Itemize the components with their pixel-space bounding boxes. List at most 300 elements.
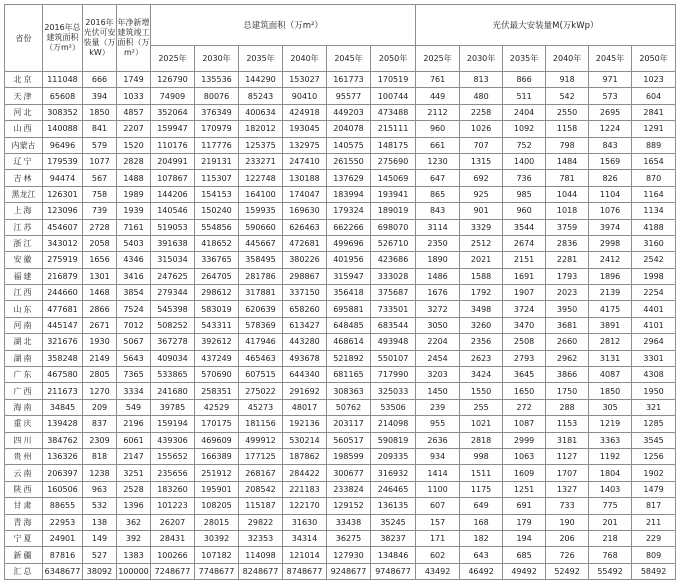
total-area-cell: 570690 [195, 367, 239, 383]
total-area-cell: 198599 [327, 448, 371, 464]
header-pv-year: 2045年 [589, 46, 632, 72]
pv-max-cell: 3759 [546, 219, 589, 235]
total-area-cell: 258351 [195, 383, 239, 399]
province-cell: 甘肃 [5, 498, 43, 514]
total-area-cell: 169630 [283, 203, 327, 219]
table-row [5, 301, 676, 317]
pv-max-cell: 511 [503, 88, 546, 104]
pv-max-cell: 2112 [416, 104, 460, 120]
pv-max-cell: 1691 [503, 268, 546, 284]
annual-new-area-cell: 2196 [117, 416, 151, 432]
pv-2016-cell: 38092 [83, 563, 117, 579]
total-area-cell: 233271 [239, 153, 283, 169]
total-area-cell: 33438 [327, 514, 371, 530]
header-area-year: 2035年 [239, 46, 283, 72]
total-area-cell: 35245 [371, 514, 416, 530]
area-2016-cell: 477681 [43, 301, 83, 317]
total-area-cell: 279344 [151, 285, 195, 301]
pv-max-cell: 1219 [589, 416, 632, 432]
total-area-cell: 251912 [195, 465, 239, 481]
area-2016-cell: 24901 [43, 530, 83, 546]
pv-max-cell: 201 [589, 514, 632, 530]
table-row [5, 547, 676, 563]
annual-new-area-cell: 392 [117, 530, 151, 546]
header-area-year: 2025年 [151, 46, 195, 72]
total-area-cell: 683544 [371, 317, 416, 333]
header-pv-year: 2035年 [503, 46, 546, 72]
pv-2016-cell: 666 [83, 72, 117, 88]
area-2016-cell: 384762 [43, 432, 83, 448]
annual-new-area-cell: 4346 [117, 252, 151, 268]
pv-max-cell: 1902 [632, 465, 676, 481]
total-area-cell: 449203 [327, 104, 371, 120]
annual-new-area-cell: 2147 [117, 448, 151, 464]
total-area-cell: 166389 [195, 448, 239, 464]
pv-max-cell: 2674 [503, 235, 546, 251]
total-area-cell: 181156 [239, 416, 283, 432]
total-area-cell: 195901 [195, 481, 239, 497]
total-area-cell: 170519 [371, 72, 416, 88]
pv-max-cell: 49492 [503, 563, 546, 579]
total-area-cell: 164100 [239, 186, 283, 202]
total-area-cell: 281786 [239, 268, 283, 284]
pv-max-cell: 602 [416, 547, 460, 563]
total-area-cell: 115307 [195, 170, 239, 186]
pv-2016-cell: 837 [83, 416, 117, 432]
province-cell: 四川 [5, 432, 43, 448]
total-area-cell: 443280 [283, 334, 327, 350]
pv-max-cell: 1907 [503, 285, 546, 301]
annual-new-area-cell: 5403 [117, 235, 151, 251]
pv-max-cell: 182 [460, 530, 503, 546]
total-area-cell: 74909 [151, 88, 195, 104]
pv-max-cell: 1285 [632, 416, 676, 432]
pv-max-cell: 775 [589, 498, 632, 514]
total-area-cell: 284422 [283, 465, 327, 481]
header-pv-max-group: 光伏最大安装量M(万kWp） [416, 5, 676, 46]
area-2016-cell: 275919 [43, 252, 83, 268]
total-area-cell: 9248677 [327, 563, 371, 579]
table-row [5, 137, 676, 153]
annual-new-area-cell: 5643 [117, 350, 151, 366]
total-area-cell: 36275 [327, 530, 371, 546]
total-area-cell: 352064 [151, 104, 195, 120]
pv-max-cell: 1175 [460, 481, 503, 497]
area-2016-cell: 445147 [43, 317, 83, 333]
pv-max-cell: 3498 [460, 301, 503, 317]
total-area-cell: 275690 [371, 153, 416, 169]
total-area-cell: 613427 [283, 317, 327, 333]
table-header [5, 5, 676, 72]
total-area-cell: 101223 [151, 498, 195, 514]
pv-max-cell: 2964 [632, 334, 676, 350]
pv-max-cell: 2636 [416, 432, 460, 448]
pv-2016-cell: 209 [83, 399, 117, 415]
area-2016-cell: 6348677 [43, 563, 83, 579]
header-pv-year: 2025年 [416, 46, 460, 72]
pv-2016-cell: 818 [83, 448, 117, 464]
total-area-cell: 161773 [327, 72, 371, 88]
area-2016-cell: 34845 [43, 399, 83, 415]
total-area-cell: 493678 [283, 350, 327, 366]
pv-2016-cell: 2671 [83, 317, 117, 333]
total-area-cell: 155652 [151, 448, 195, 464]
total-area-cell: 48017 [283, 399, 327, 415]
pv-max-cell: 901 [460, 203, 503, 219]
total-area-cell: 122170 [283, 498, 327, 514]
pv-2016-cell: 739 [83, 203, 117, 219]
pv-max-cell: 218 [589, 530, 632, 546]
table-row [5, 530, 676, 546]
table-row [5, 153, 676, 169]
table-row [5, 399, 676, 415]
pv-max-cell: 449 [416, 88, 460, 104]
pv-max-cell: 1192 [589, 448, 632, 464]
total-area-cell: 134846 [371, 547, 416, 563]
pv-max-cell: 1792 [460, 285, 503, 301]
header-pv-year: 2050年 [632, 46, 676, 72]
total-area-cell: 356418 [327, 285, 371, 301]
total-area-cell: 590660 [239, 219, 283, 235]
pv-2016-cell: 1930 [83, 334, 117, 350]
table-row [5, 334, 676, 350]
pv-max-cell: 1676 [416, 285, 460, 301]
annual-new-area-cell: 1383 [117, 547, 151, 563]
total-area-cell: 298867 [283, 268, 327, 284]
total-area-cell: 107867 [151, 170, 195, 186]
pv-2016-cell: 2805 [83, 367, 117, 383]
total-area-cell: 468614 [327, 334, 371, 350]
annual-new-area-cell: 362 [117, 514, 151, 530]
total-area-cell: 400634 [239, 104, 283, 120]
header-area-year: 2030年 [195, 46, 239, 72]
table-row [5, 268, 676, 284]
province-cell: 吉林 [5, 170, 43, 186]
area-2016-cell: 454607 [43, 219, 83, 235]
total-area-cell: 317881 [239, 285, 283, 301]
pv-max-cell: 2021 [460, 252, 503, 268]
table-row [5, 465, 676, 481]
pv-max-cell: 2623 [460, 350, 503, 366]
pv-max-cell: 1850 [589, 383, 632, 399]
total-area-cell: 170979 [195, 121, 239, 137]
annual-new-area-cell: 2207 [117, 121, 151, 137]
pv-max-cell: 998 [460, 448, 503, 464]
province-cell: 浙江 [5, 235, 43, 251]
total-area-cell: 110176 [151, 137, 195, 153]
total-area-cell: 560517 [327, 432, 371, 448]
pv-max-cell: 2281 [546, 252, 589, 268]
pv-2016-cell: 2149 [83, 350, 117, 366]
total-area-cell: 543311 [195, 317, 239, 333]
pv-max-cell: 726 [546, 547, 589, 563]
pv-max-cell: 3544 [503, 219, 546, 235]
area-2016-cell: 321676 [43, 334, 83, 350]
pv-max-cell: 1134 [632, 203, 676, 219]
pv-max-cell: 480 [460, 88, 503, 104]
annual-new-area-cell: 4857 [117, 104, 151, 120]
total-area-cell: 159935 [239, 203, 283, 219]
table-row [5, 350, 676, 366]
total-area-cell: 219131 [195, 153, 239, 169]
total-area-cell: 7748677 [195, 563, 239, 579]
table-row [5, 514, 676, 530]
total-area-cell: 681165 [327, 367, 371, 383]
pv-max-cell: 190 [546, 514, 589, 530]
area-2016-cell: 22953 [43, 514, 83, 530]
total-area-cell: 550107 [371, 350, 416, 366]
pv-max-cell: 918 [546, 72, 589, 88]
province-cell: 河北 [5, 104, 43, 120]
pv-max-cell: 1998 [632, 268, 676, 284]
pv-max-cell: 1256 [632, 448, 676, 464]
area-2016-cell: 65608 [43, 88, 83, 104]
total-area-cell: 473488 [371, 104, 416, 120]
total-area-cell: 375687 [371, 285, 416, 301]
total-area-cell: 648485 [327, 317, 371, 333]
annual-new-area-cell: 6061 [117, 432, 151, 448]
province-cell: 云南 [5, 465, 43, 481]
pv-max-cell: 1026 [460, 121, 503, 137]
area-2016-cell: 88655 [43, 498, 83, 514]
province-cell: 福建 [5, 268, 43, 284]
pv-max-cell: 3950 [546, 301, 589, 317]
pv-max-cell: 46492 [460, 563, 503, 579]
total-area-cell: 85243 [239, 88, 283, 104]
pv-max-cell: 1224 [589, 121, 632, 137]
table-row [5, 252, 676, 268]
total-area-cell: 733501 [371, 301, 416, 317]
province-cell: 宁夏 [5, 530, 43, 546]
total-area-cell: 533865 [151, 367, 195, 383]
pv-max-cell: 2812 [589, 334, 632, 350]
annual-new-area-cell: 7012 [117, 317, 151, 333]
total-area-cell: 221183 [283, 481, 327, 497]
pv-2016-cell: 2728 [83, 219, 117, 235]
pv-max-cell: 1890 [416, 252, 460, 268]
total-area-cell: 34314 [283, 530, 327, 546]
header-area-2016: 2016年总建筑面积（万m²） [43, 5, 83, 72]
pv-max-cell: 2695 [589, 104, 632, 120]
total-area-cell: 31630 [283, 514, 327, 530]
pv-max-cell: 288 [546, 399, 589, 415]
pv-max-cell: 168 [460, 514, 503, 530]
pv-2016-cell: 1656 [83, 252, 117, 268]
total-area-cell: 193941 [371, 186, 416, 202]
annual-new-area-cell: 1488 [117, 170, 151, 186]
total-area-cell: 100266 [151, 547, 195, 563]
area-2016-cell: 126301 [43, 186, 83, 202]
total-area-cell: 325033 [371, 383, 416, 399]
table-row [5, 104, 676, 120]
total-area-cell: 127930 [327, 547, 371, 563]
pv-max-cell: 985 [503, 186, 546, 202]
area-2016-cell: 211673 [43, 383, 83, 399]
total-area-cell: 150240 [195, 203, 239, 219]
annual-new-area-cell: 1396 [117, 498, 151, 514]
total-area-cell: 38237 [371, 530, 416, 546]
table-row [5, 367, 676, 383]
province-cell: 北京 [5, 72, 43, 88]
pv-max-cell: 3272 [416, 301, 460, 317]
pv-max-cell: 52492 [546, 563, 589, 579]
annual-new-area-cell: 1749 [117, 72, 151, 88]
pv-2016-cell: 2058 [83, 235, 117, 251]
table-body [5, 72, 676, 580]
pv-max-cell: 817 [632, 498, 676, 514]
pv-max-cell: 4101 [632, 317, 676, 333]
province-cell: 黑龙江 [5, 186, 43, 202]
total-area-cell: 499912 [239, 432, 283, 448]
province-cell: 天津 [5, 88, 43, 104]
total-area-cell: 315947 [327, 268, 371, 284]
total-area-cell: 170175 [195, 416, 239, 432]
pv-max-cell: 2204 [416, 334, 460, 350]
total-area-cell: 300677 [327, 465, 371, 481]
pv-max-cell: 211 [632, 514, 676, 530]
pv-max-cell: 761 [416, 72, 460, 88]
pv-max-cell: 2454 [416, 350, 460, 366]
total-area-cell: 554856 [195, 219, 239, 235]
total-area-cell: 125375 [239, 137, 283, 153]
total-area-cell: 90410 [283, 88, 327, 104]
total-area-cell: 132975 [283, 137, 327, 153]
annual-new-area-cell: 3251 [117, 465, 151, 481]
table-row [5, 170, 676, 186]
total-area-cell: 95577 [327, 88, 371, 104]
pv-max-cell: 229 [632, 530, 676, 546]
total-area-cell: 122748 [239, 170, 283, 186]
total-area-cell: 117776 [195, 137, 239, 153]
pv-max-cell: 3891 [589, 317, 632, 333]
annual-new-area-cell: 1520 [117, 137, 151, 153]
province-cell: 贵州 [5, 448, 43, 464]
total-area-cell: 153027 [283, 72, 327, 88]
province-cell: 新疆 [5, 547, 43, 563]
total-area-cell: 644340 [283, 367, 327, 383]
total-area-cell: 336765 [195, 252, 239, 268]
total-area-cell: 108205 [195, 498, 239, 514]
table-row [5, 72, 676, 88]
data-table-container [4, 4, 676, 580]
total-area-cell: 439306 [151, 432, 195, 448]
pv-max-cell: 960 [503, 203, 546, 219]
area-2016-cell: 96496 [43, 137, 83, 153]
pv-max-cell: 4087 [589, 367, 632, 383]
total-area-cell: 698070 [371, 219, 416, 235]
header-area-year: 2040年 [283, 46, 327, 72]
pv-max-cell: 1569 [589, 153, 632, 169]
total-area-cell: 28431 [151, 530, 195, 546]
total-area-cell: 192136 [283, 416, 327, 432]
pv-max-cell: 1127 [546, 448, 589, 464]
pv-2016-cell: 1850 [83, 104, 117, 120]
pv-max-cell: 870 [632, 170, 676, 186]
province-cell: 汇总 [5, 563, 43, 579]
pv-max-cell: 1511 [460, 465, 503, 481]
pv-2016-cell: 841 [83, 121, 117, 137]
pv-max-cell: 925 [460, 186, 503, 202]
pv-2016-cell: 532 [83, 498, 117, 514]
pv-max-cell: 1087 [503, 416, 546, 432]
province-cell: 广东 [5, 367, 43, 383]
pv-2016-cell: 2309 [83, 432, 117, 448]
annual-new-area-cell: 5067 [117, 334, 151, 350]
pv-max-cell: 2999 [503, 432, 546, 448]
pv-max-cell: 3203 [416, 367, 460, 383]
total-area-cell: 717990 [371, 367, 416, 383]
total-area-cell: 154153 [195, 186, 239, 202]
pv-max-cell: 1164 [632, 186, 676, 202]
pv-max-cell: 2841 [632, 104, 676, 120]
pv-max-cell: 707 [460, 137, 503, 153]
area-2016-cell: 94474 [43, 170, 83, 186]
province-cell: 重庆 [5, 416, 43, 432]
total-area-cell: 235656 [151, 465, 195, 481]
annual-new-area-cell: 100000 [117, 563, 151, 579]
pv-max-cell: 866 [503, 72, 546, 88]
pv-max-cell: 2793 [503, 350, 546, 366]
total-area-cell: 32353 [239, 530, 283, 546]
pv-max-cell: 3131 [589, 350, 632, 366]
province-cell: 江苏 [5, 219, 43, 235]
pv-2016-cell: 579 [83, 137, 117, 153]
pv-max-cell: 685 [503, 547, 546, 563]
pv-max-cell: 1092 [503, 121, 546, 137]
total-area-cell: 316932 [371, 465, 416, 481]
total-area-cell: 380226 [283, 252, 327, 268]
header-area-year: 2045年 [327, 46, 371, 72]
pv-capacity-table [4, 4, 676, 580]
pv-max-cell: 1044 [546, 186, 589, 202]
annual-new-area-cell: 1939 [117, 203, 151, 219]
table-row [5, 203, 676, 219]
pv-2016-cell: 149 [83, 530, 117, 546]
pv-max-cell: 3681 [546, 317, 589, 333]
total-area-cell: 50762 [327, 399, 371, 415]
pv-max-cell: 691 [503, 498, 546, 514]
pv-2016-cell: 963 [83, 481, 117, 497]
annual-new-area-cell: 7365 [117, 367, 151, 383]
pv-max-cell: 643 [460, 547, 503, 563]
pv-max-cell: 3050 [416, 317, 460, 333]
pv-max-cell: 2962 [546, 350, 589, 366]
pv-max-cell: 1063 [503, 448, 546, 464]
pv-max-cell: 1479 [632, 481, 676, 497]
pv-max-cell: 1158 [546, 121, 589, 137]
total-area-cell: 148175 [371, 137, 416, 153]
pv-2016-cell: 1468 [83, 285, 117, 301]
header-total-area-group: 总建筑面积（万m²） [151, 5, 416, 46]
table-row [5, 285, 676, 301]
header-pv-year: 2030年 [460, 46, 503, 72]
pv-max-cell: 2508 [503, 334, 546, 350]
total-area-cell: 578369 [239, 317, 283, 333]
pv-max-cell: 3363 [589, 432, 632, 448]
pv-2016-cell: 758 [83, 186, 117, 202]
province-cell: 陕西 [5, 481, 43, 497]
total-area-cell: 337150 [283, 285, 327, 301]
pv-max-cell: 3545 [632, 432, 676, 448]
pv-max-cell: 1400 [503, 153, 546, 169]
pv-max-cell: 2356 [460, 334, 503, 350]
pv-max-cell: 2998 [589, 235, 632, 251]
area-2016-cell: 136326 [43, 448, 83, 464]
pv-max-cell: 2818 [460, 432, 503, 448]
pv-max-cell: 2151 [503, 252, 546, 268]
pv-max-cell: 607 [416, 498, 460, 514]
total-area-cell: 545398 [151, 301, 195, 317]
